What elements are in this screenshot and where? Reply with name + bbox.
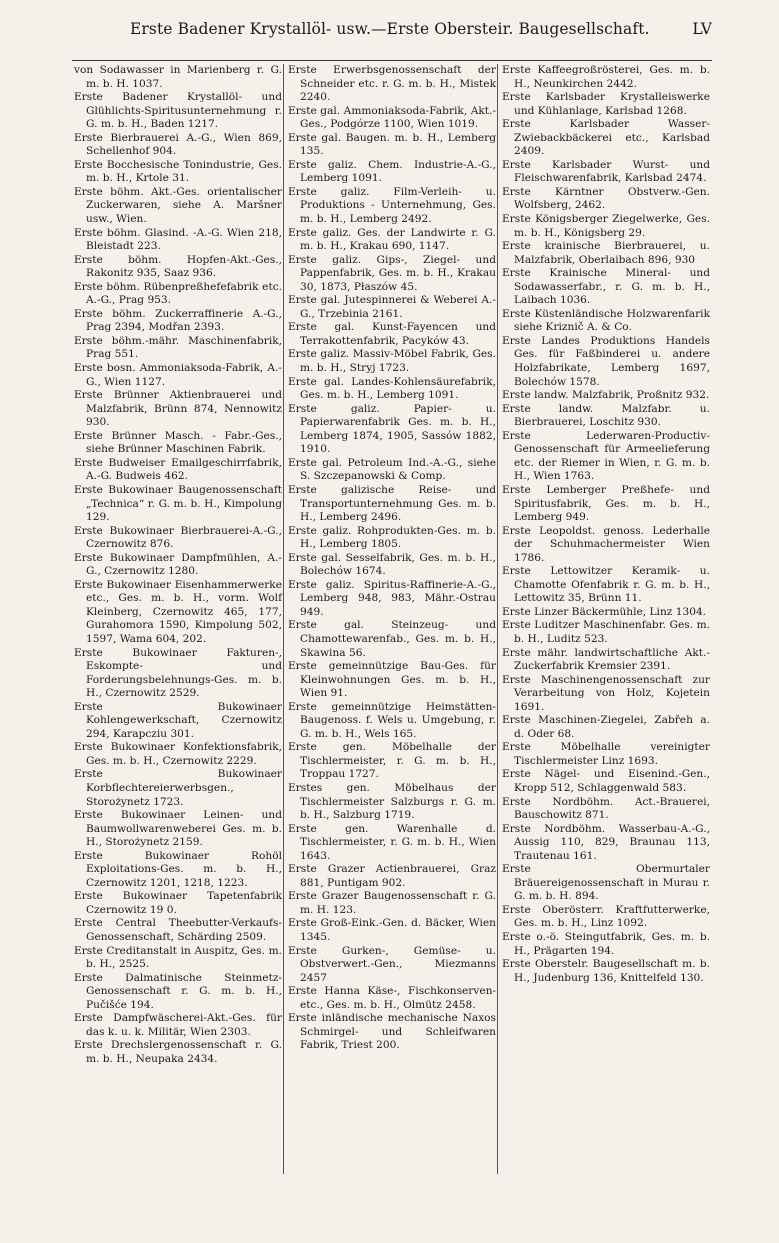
directory-entry: Erste Bierbrauerei A.-G., Wien 869, Schellenhof 904. (74, 131, 282, 158)
directory-entry: Erste galiz. Chem. Industrie-A.-G., Lemberg 1091. (288, 158, 496, 185)
directory-entry: Erste galiz. Papier- u. Papierwarenfabrik Ges. m. b. H., Lemberg 1874, 1905, Sassów 1882, 1910. (288, 402, 496, 456)
directory-entry: Erste inländische mechanische Naxos Schmirgel- und Schleifwaren Fabrik, Triest 200. (288, 1012, 496, 1052)
directory-entry: Erste Königsberger Ziegelwerke, Ges. m. b. H., Königsberg 29. (502, 213, 710, 239)
directory-entry: Erste Lemberger Preßhefe- und Spiritusfabrik, Ges. m. b. H., Lemberg 949. (502, 483, 710, 524)
column-divider (497, 64, 498, 1174)
directory-column-3 (502, 64, 710, 985)
directory-entry: Erste gen. Möbelhalle der Tischlermeister, r. G. m. b. H., Troppau 1727. (288, 741, 496, 781)
directory-entry: Erste Badener Krystallöl- und Glühlichts-Spiritusunternehmung r. G. m. b. H., Baden 1217. (74, 91, 282, 131)
directory-entry: Erste gemeinnützige Bau-Ges. für Kleinwohnungen Ges. m. b. H., Wien 91. (288, 660, 496, 700)
directory-entry: Erste Bukowinaer Korbflechtereierwerbsgen., Storożynetz 1723. (74, 768, 282, 808)
directory-entry: Erste Oberstelr. Baugesellschaft m. b. H., Judenburg 136, Knittelfeld 130. (502, 958, 710, 984)
directory-entry: Erste Bukowinaer Fakturen-, Eskompte- und Forderungsbelehnungs-Ges. m. b. H., Czernowitz 2529. (74, 646, 282, 700)
directory-entry: Erste Grazer Actienbrauerei, Graz 881, Puntigam 902. (288, 863, 496, 889)
page-header (72, 20, 712, 42)
running-title: Erste Badener Krystallöl- usw.—Erste Obersteir. Baugesellschaft. (130, 20, 650, 38)
directory-entry: Erste Brünner Masch. - Fabr.-Ges., siehe Brünner Maschinen Fabrik. (74, 429, 282, 456)
directory-entry: Erste Nordböhm. Wasserbau-A.-G., Aussig 110, 829, Braunau 113, Trautenau 161. (502, 822, 710, 862)
directory-entry: Erste Maschinen-Ziegelei, Zabřeh a. d. Oder 68. (502, 714, 710, 740)
directory-entry: Erste Bukowinaer Eisenhammerwerke etc., Ges. m. b. H., vorm. Wolf Kleinberg, Czernowitz 465, 177, Gurahomora 1590, Kimpolung 502, 1597, Wama 604, 202. (74, 578, 282, 645)
directory-entry: Erste Kärntner Obstverw.-Gen. Wolfsberg, 2462. (502, 185, 710, 212)
directory-entry: Erste o.-ö. Steingutfabrik, Ges. m. b. H., Prägarten 194. (502, 931, 710, 957)
directory-entry: Erste Möbelhalle vereinigter Tischlermeister Linz 1693. (502, 741, 710, 767)
directory-entry: Erste gemeinnützige Heimstätten-Baugenoss. f. Wels u. Umgebung, r. G. m. b. H., Wels 165. (288, 700, 496, 740)
directory-entry: Erste Gurken-, Gemüse- u. Obstverwert.-Gen., Miezmanns 2457 (288, 944, 496, 984)
directory-entry: Erste Oberösterr. Kraftfutterwerke, Ges. m. b. H., Linz 1092. (502, 903, 710, 930)
directory-entry: Erste Bukowinaer Dampfmühlen, A.-G., Czernowitz 1280. (74, 551, 282, 578)
directory-entry: Erste Lederwaren-Productiv-Genossenschaft für Armeelieferung etc. der Riemer in Wien, r. G. m. b. H., Wien 1763. (502, 429, 710, 483)
directory-entry: Erste böhm. Hopfen-Akt.-Ges., Rakonitz 935, Saaz 936. (74, 253, 282, 280)
directory-entry: Erste gen. Warenhalle d. Tischlermeister, r. G. m. b. H., Wien 1643. (288, 822, 496, 862)
directory-entry: Erste landw. Malzfabrik, Proßnitz 932. (502, 389, 710, 402)
directory-entry: Erste böhm. Akt.-Ges. orientalischer Zuckerwaren, siehe A. Maršner usw., Wien. (74, 185, 282, 226)
directory-entry: Erste Maschinengenossenschaft zur Verarbeitung von Holz, Kojetein 1691. (502, 673, 710, 713)
directory-entry: Erste galiz. Massiv-Möbel Fabrik, Ges. m. b. H., Stryj 1723. (288, 348, 496, 375)
directory-entry: Erste Lettowitzer Keramik- u. Chamotte Ofenfabrik r. G. m. b. H., Lettowitz 35, Brünn 11. (502, 565, 710, 605)
directory-entry: Erste Karlsbader Wasser-Zwiebackbäckerei etc., Karlsbad 2409. (502, 118, 710, 158)
directory-entry: Erste Nägel- und Eisenind.-Gen., Kropp 512, Schlaggenwald 583. (502, 768, 710, 794)
directory-entry: Erste Bukowinaer Leinen- und Baumwollwarenweberei Ges. m. b. H., Storożynetz 2159. (74, 809, 282, 849)
directory-entry: Erste landw. Malzfabr. u. Bierbrauerei, Loschitz 930. (502, 402, 710, 429)
directory-entry: Erstes gen. Möbelhaus der Tischlermeister Salzburgs r. G. m. b. H., Salzburg 1719. (288, 781, 496, 822)
directory-entry: Erste Central Theebutter-Verkaufs-Genossenschaft, Schärding 2509. (74, 917, 282, 943)
directory-entry: Erste gal. Jutespinnerei & Weberei A.-G., Trzebinia 2161. (288, 294, 496, 320)
directory-entry: Erste Landes Produktions Handels Ges. für Faßbinderei u. andere Holzfabrikate, Lemberg 1697, Bolechów 1578. (502, 334, 710, 388)
directory-entry: Erste Obermurtaler Bräuereigenossenschaft in Murau r. G. m. b. H. 894. (502, 863, 710, 903)
directory-entry: Erste Karlsbader Wurst- und Fleischwarenfabrik, Karlsbad 2474. (502, 158, 710, 185)
page-number: LV (692, 20, 712, 38)
directory-entry: Erste Budweiser Emailgeschirrfabrik, A.-G. Budweis 462. (74, 456, 282, 483)
directory-entry: Erste krainische Bierbrauerei, u. Malzfabrik, Oberlaibach 896, 930 (502, 240, 710, 266)
directory-entry: Erste Kaffeegroßrösterei, Ges. m. b. H., Neunkirchen 2442. (502, 64, 710, 90)
directory-entry: Erste gal. Petroleum Ind.-A.-G., siehe S. Szczepanowski & Comp. (288, 456, 496, 483)
directory-entry: Erste mähr. landwirtschaftliche Akt.-Zuckerfabrik Kremsier 2391. (502, 646, 710, 673)
directory-entry: von Sodawasser in Marienberg r. G. m. b. H. 1037. (74, 64, 282, 90)
directory-entry: Erste Bukowinaer Bierbrauerei-A.-G., Czernowitz 876. (74, 524, 282, 551)
header-rule (72, 60, 712, 61)
directory-entry: Erste Karlsbader Krystalleiswerke und Kühlanlage, Karlsbad 1268. (502, 91, 710, 117)
directory-entry: Erste Bocchesische Tonindustrie, Ges. m. b. H., Krtole 31. (74, 158, 282, 185)
directory-entry: Erste galiz. Film-Verleih- u. Produktions - Unternehmung, Ges. m. b. H., Lemberg 2492. (288, 185, 496, 226)
directory-entry: Erste Bukowinaer Tapetenfabrik Czernowitz 19 0. (74, 890, 282, 916)
directory-entry: Erste Dalmatinische Steinmetz-Genossenschaft r. G. m. b. H., Pučišće 194. (74, 971, 282, 1011)
directory-entry: Erste gal. Baugen. m. b. H., Lemberg 135. (288, 131, 496, 158)
directory-entry: Erste Küstenländische Holzwarenfarik siehe Kriznič A. & Co. (502, 307, 710, 334)
directory-entry: Erste Groß-Eink.-Gen. d. Bäcker, Wien 1345. (288, 917, 496, 943)
directory-column-2 (288, 64, 496, 1053)
directory-entry: Erste Linzer Bäckermühle, Linz 1304. (502, 605, 707, 618)
directory-entry: Erste Krainische Mineral- und Sodawasserfabr., r. G. m. b. H., Laibach 1036. (502, 267, 710, 307)
directory-entry: Erste Bukowinaer Konfektionsfabrik, Ges. m. b. H., Czernowitz 2229. (74, 741, 282, 767)
directory-entry: Erste galiz. Spiritus-Raffinerie-A.-G., Lemberg 948, 983, Mähr.-Ostrau 949. (288, 578, 496, 618)
directory-entry: Erste galiz. Ges. der Landwirte r. G. m. b. H., Krakau 690, 1147. (288, 226, 496, 253)
directory-entry: Erste böhm.-mähr. Maschinenfabrik, Prag 551. (74, 334, 282, 361)
directory-entry: Erste galizische Reise- und Transportunternehmung Ges. m. b. H., Lemberg 2496. (288, 483, 496, 524)
directory-entry: Erste Bukowinaer Rohöl Exploitations-Ges. m. b. H., Czernowitz 1201, 1218, 1223. (74, 849, 282, 889)
directory-entry: Erste böhm. Rübenpreßhefefabrik etc. A.-G., Prag 953. (74, 280, 282, 307)
directory-entry: Erste gal. Steinzeug- und Chamottewarenfab., Ges. m. b. H., Skawina 56. (288, 619, 496, 659)
directory-entry: Erste Bukowinaer Baugenossenschaft „Technica“ r. G. m. b. H., Kimpolung 129. (74, 483, 282, 524)
directory-entry: Erste Grazer Baugenossenschaft r. G. m. H. 123. (288, 890, 496, 916)
directory-entry: Erste bosn. Ammoniaksoda-Fabrik, A.-G., Wien 1127. (74, 362, 282, 388)
directory-entry: Erste gal. Kunst-Fayencen und Terrakottenfabrik, Pacyków 43. (288, 321, 496, 347)
directory-entry: Erste gal. Landes-Kohlensäurefabrik, Ges. m. b. H., Lemberg 1091. (288, 375, 496, 402)
directory-entry: Erste Hanna Käse-, Fischkonserven- etc., Ges. m. b. H., Olmütz 2458. (288, 985, 496, 1011)
directory-entry: Erste Brünner Aktienbrauerei und Malzfabrik, Brünn 874, Nennowitz 930. (74, 389, 282, 429)
directory-entry: Erste Dampfwäscherei-Akt.-Ges. für das k. u. k. Militär, Wien 2303. (74, 1012, 282, 1038)
directory-entry: Erste gal. Sesselfabrik, Ges. m. b. H., Bolechów 1674. (288, 551, 496, 578)
column-divider (283, 64, 284, 1174)
directory-entry: Erste galiz. Gips-, Ziegel- und Pappenfabrik, Ges. m. b. H., Krakau 30, 1873, Płaszów 45. (288, 253, 496, 293)
directory-entry: Erste Nordböhm. Act.-Brauerei, Bauschowitz 871. (502, 795, 710, 822)
directory-entry: Erste böhm. Glasind. -A.-G. Wien 218, Bleistadt 223. (74, 226, 282, 253)
directory-column-1 (74, 64, 282, 1066)
directory-entry: Erste gal. Ammoniaksoda-Fabrik, Akt.-Ges., Podgórze 1100, Wien 1019. (288, 104, 496, 131)
directory-entry: Erste Bukowinaer Kohlengewerkschaft, Czernowitz 294, Karapcziu 301. (74, 700, 282, 740)
directory-entry: Erste Erwerbsgenossenschaft der Schneider etc. r. G. m. b. H., Mistek 2240. (288, 64, 496, 104)
directory-entry: Erste Leopoldst. genoss. Lederhalle der Schuhmachermeister Wien 1786. (502, 524, 710, 564)
directory-entry: Erste Luditzer Maschinenfabr. Ges. m. b. H., Luditz 523. (502, 619, 710, 645)
directory-entry: Erste galiz. Rohprodukten-Ges. m. b. H., Lemberg 1805. (288, 524, 496, 551)
directory-entry: Erste Creditanstalt in Auspitz, Ges. m. b. H., 2525. (74, 944, 282, 971)
directory-entry: Erste böhm. Zuckerraffinerie A.-G., Prag 2394, Modřan 2393. (74, 307, 282, 334)
directory-entry: Erste Drechslergenossenschaft r. G. m. b. H., Neupaka 2434. (74, 1039, 282, 1065)
